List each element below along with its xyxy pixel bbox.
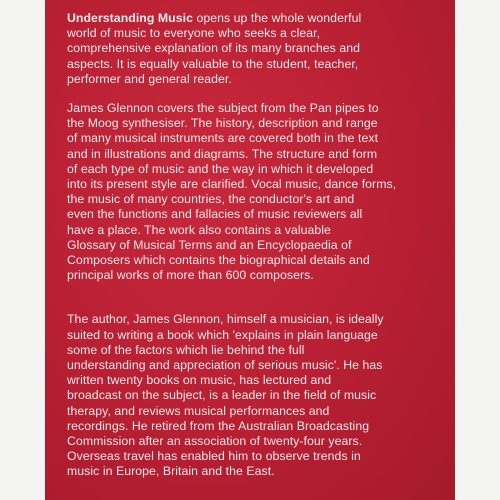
blurb-line: principal works of more than 600 composers.	[67, 268, 314, 283]
blurb-line: comprehensive explanation of its many branches and	[67, 41, 361, 56]
blurb-line: Overseas travel has enabled him to observe trends in	[67, 449, 361, 464]
blurb-paragraph-author	[67, 312, 455, 479]
blurb-line: the music of many countries, the conductor's art and	[67, 192, 355, 207]
blurb-line: the Moog synthesiser. The history, description and range	[67, 116, 378, 131]
blurb-line: Glossary of Musical Terms and an Encyclopaedia of	[67, 237, 352, 252]
blurb-line: into its present style are clarified. Vocal music, dance forms,	[67, 177, 397, 192]
blurb-line: recordings. He retired from the Australian Broadcasting	[67, 418, 370, 433]
blurb-paragraph-contents	[67, 101, 455, 283]
blurb-line: of many musical instruments are covered both in the text	[67, 131, 379, 146]
blurb-line: music in Europe, Britain and the East.	[67, 464, 275, 479]
blurb-line: therapy, and reviews musical performances and	[67, 403, 330, 418]
book-back-cover	[45, 0, 455, 500]
blurb-line: some of the factors which lie behind the full	[67, 342, 305, 357]
blurb-line: broadcast on the subject, is a leader in the field of music	[67, 388, 377, 403]
blurb-line: have a place. The work also contains a valuable	[67, 222, 331, 237]
blurb-line: even the functions and fallacies of music reviewers all	[67, 207, 363, 222]
blurb-line: The author, James Glennon, himself a musician, is ideally	[67, 312, 384, 327]
blurb-line: performer and general reader.	[67, 71, 232, 86]
blurb-paragraph-intro	[67, 11, 455, 87]
blurb-line: Commission after an association of twenty-four years.	[67, 434, 363, 449]
blurb-line: James Glennon covers the subject from the Pan pipes to	[67, 101, 379, 116]
blurb-line-rest: opens up the whole wonderful	[192, 11, 362, 25]
blurb-line: understanding and appreciation of serious music'. He has	[67, 358, 383, 373]
blurb-line: of each type of music and the way in which it developed	[67, 161, 374, 176]
blurb-line: aspects. It is equally valuable to the student, teacher,	[67, 56, 359, 71]
blurb-line: suited to writing a book which 'explains in plain language	[67, 327, 378, 342]
book-title-lead: Understanding Music	[67, 11, 193, 25]
blurb-line	[67, 11, 455, 26]
blurb-line: and in illustrations and diagrams. The structure and form	[67, 146, 378, 161]
blurb-line: world of music to everyone who seeks a clear,	[67, 26, 321, 41]
blurb-line: written twenty books on music, has lectured and	[67, 373, 332, 388]
blurb-line: Composers which contains the biographical details and	[67, 253, 370, 268]
